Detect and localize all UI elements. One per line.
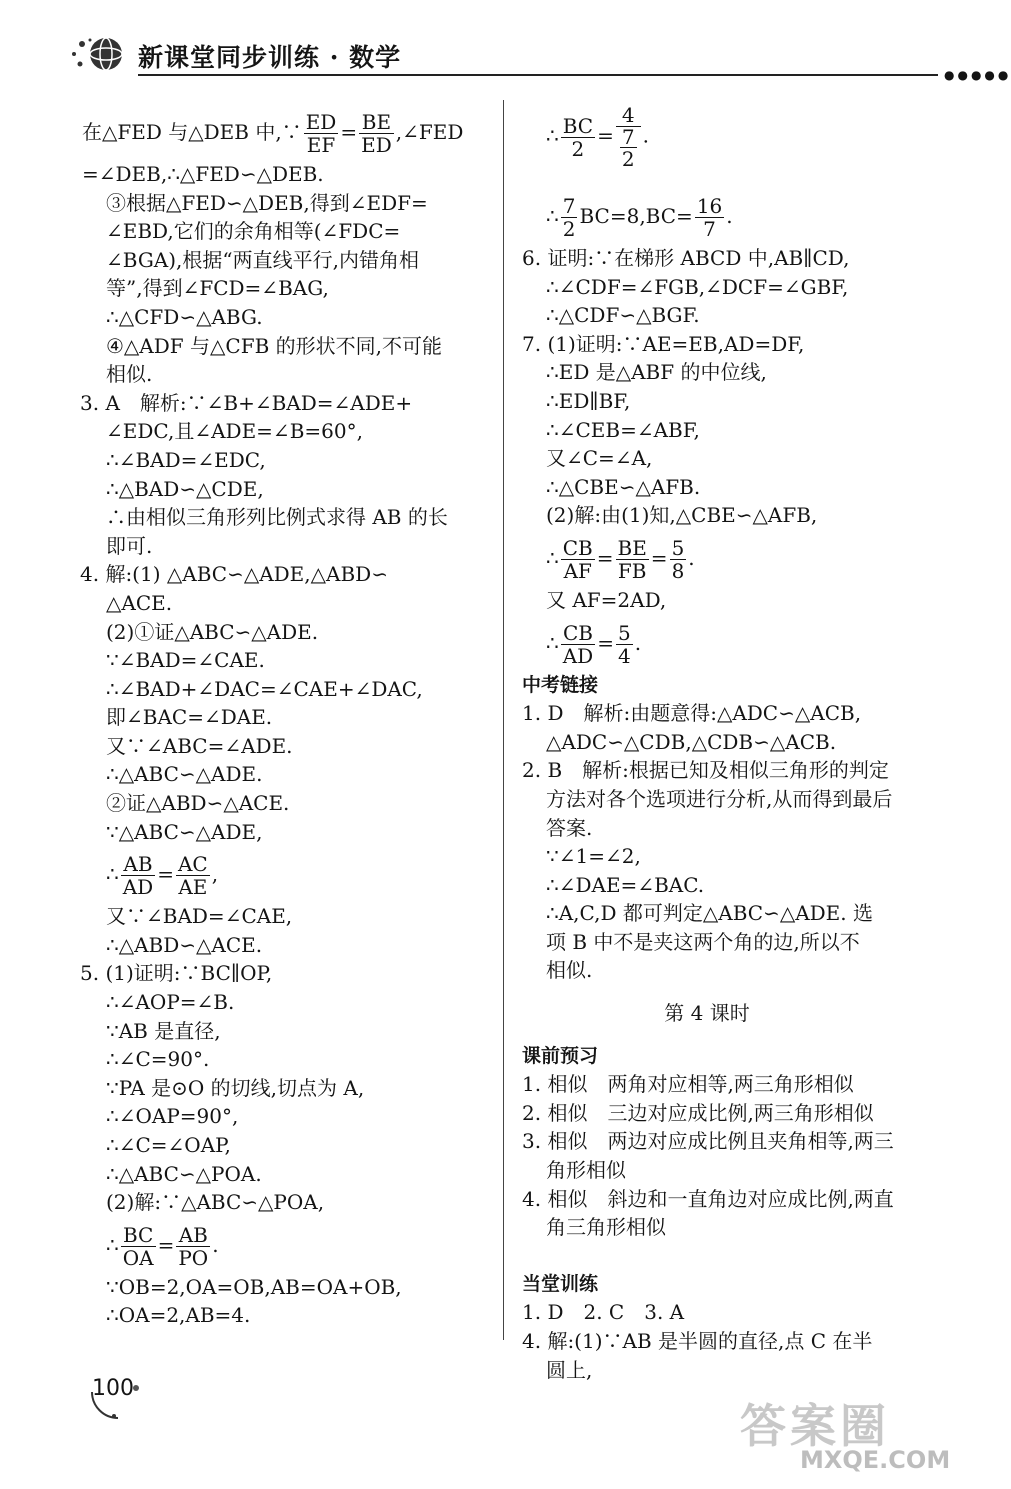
text-line: ∴∠OAP=90°, [106, 1104, 239, 1129]
text-line: 角三角形相似 [546, 1215, 666, 1240]
text-line: ∴∠BAD=∠EDC, [106, 447, 266, 472]
text-line: ∴ $\frac{CB}{AF}$ = $\frac{BE}{FB}$ = $\frac{5}{8}$ . [546, 535, 695, 583]
text-line: 相似. [106, 362, 153, 387]
text-line: ∴ED∥BF, [546, 388, 631, 413]
header-title: 新课堂同步训练 · 数学 [138, 43, 402, 72]
text-line: ∵PA 是⊙O 的切线,切点为 A, [106, 1075, 365, 1100]
text-line: 1. D 2. C 3. A [522, 1300, 685, 1325]
text-line: 角形相似 [546, 1158, 626, 1183]
text-line: △ADC∽△CDB,△CDB∽△ACB. [546, 729, 837, 754]
text-line: ∴△ABC∽△ADE. [106, 762, 263, 787]
lesson-title: 第 4 课时 [664, 1001, 750, 1026]
text-line: ∴△BAD∽△CDE, [106, 476, 264, 501]
column-divider [503, 100, 504, 1340]
text-line: ∴ $\frac{BC}{2}$ = $\frac{4}{\frac{7}{2}}$ . [546, 103, 649, 171]
text-line: ∵∠BAD=∠CAE. [106, 648, 265, 673]
text-line: 又∠C=∠A, [546, 446, 653, 471]
text-line: (2)解:∵△ABC∽△POA, [106, 1190, 325, 1215]
text-line: ∠EDC,且∠ADE=∠B=60°, [106, 419, 363, 444]
page-number-text: 100 [92, 1376, 134, 1401]
text-line: ∴∠BAD+∠DAC=∠CAE+∠DAC, [106, 676, 423, 701]
text-line: ∴△CBE∽△AFB. [546, 474, 701, 499]
text-line: 2. 相似 三边对应成比例,两三角形相似 [522, 1100, 874, 1125]
text-line: 6. 证明:∵在梯形 ABCD 中,AB∥CD, [522, 246, 850, 270]
text-line: ∴∠AOP=∠B. [106, 990, 235, 1015]
text-line: ∴∠DAE=∠BAC. [546, 872, 705, 897]
text-line: ∴△CDF∽△BGF. [546, 303, 700, 328]
text-line: ∴∠CDF=∠FGB,∠DCF=∠GBF, [546, 274, 849, 299]
text-line: 又∵∠BAD=∠CAE, [106, 904, 293, 929]
text-line: ∴ $\frac{7}{2}$ BC=8,BC= $\frac{16}{7}$ . [546, 194, 733, 241]
text-line: 即∠BAC=∠DAE. [106, 705, 273, 730]
text-line: ∴由相似三角形列比例式求得 AB 的长 [106, 505, 448, 530]
text-line: ∴OA=2,AB=4. [106, 1303, 251, 1328]
text-line: ∴ $\frac{AB}{AD}$ = $\frac{AC}{AE}$ , [106, 852, 219, 900]
header-rule [138, 74, 938, 76]
text-line: 7. (1)证明:∵AE=EB,AD=DF, [522, 331, 805, 356]
text-line: ∠BGA),根据“两直线平行,内错角相 [106, 247, 419, 272]
text-line: 方法对各个选项进行分析,从而得到最后 [546, 786, 893, 811]
text-line: ∵OB=2,OA=OB,AB=OA+OB, [106, 1274, 402, 1299]
text-line: 3. A 解析:∵∠B+∠BAD=∠ADE+ [80, 390, 413, 415]
text-line: ∴ED 是△ABF 的中位线, [546, 360, 767, 385]
text-line: 答案. [546, 815, 593, 840]
text-line: ∴△CFD∽△ABG. [106, 304, 263, 329]
text-line: 5. (1)证明:∵BC∥OP, [80, 961, 273, 986]
text-line: ②证△ABD∽△ACE. [106, 791, 290, 816]
text-line: (2)解:由(1)知,△CBE∽△AFB, [546, 503, 818, 528]
text-line: 相似. [546, 958, 593, 983]
text-line: 3. 相似 两边对应成比例且夹角相等,两三 [522, 1129, 894, 1154]
text-line: ∵△ABC∽△ADE, [106, 819, 263, 844]
text-line: 4. 解:(1)∵AB 是半圆的直径,点 C 在半 [522, 1329, 873, 1353]
spacer [522, 985, 932, 999]
text-line: 在△FED 与△DEB 中,∵ $\frac{ED}{EF}$ = $\frac{BE}{ED}$ ,∠FED [82, 110, 464, 157]
text-line: ∵∠1=∠2, [546, 844, 641, 869]
text-line: ∴∠C=90°. [106, 1047, 210, 1072]
text-line: 4. 解:(1) △ABC∽△ADE,△ABD∽ [80, 562, 388, 587]
text-line: ④△ADF 与△CFB 的形状不同,不可能 [106, 333, 442, 358]
text-line: 2. B 解析:根据已知及相似三角形的判定 [522, 758, 889, 783]
watermark [740, 1390, 980, 1480]
text-line: =∠DEB,∴△FED∽△DEB. [82, 162, 324, 186]
text-line: ∴∠C=∠OAP, [106, 1133, 231, 1157]
spacer [522, 1256, 932, 1270]
left-column [82, 104, 492, 1330]
text-line: 1. 相似 两角对应相等,两三角形相似 [522, 1072, 854, 1097]
section-heading: 当堂训练 [522, 1272, 599, 1295]
text-line: ∴△ABD∽△ACE. [106, 932, 263, 957]
watermark-url: MXQE.COM [800, 1446, 951, 1474]
text-line: ∵AB 是直径, [106, 1018, 221, 1043]
section-heading: 课前预习 [522, 1044, 599, 1067]
right-column [522, 104, 932, 1384]
spacer [522, 1028, 932, 1042]
text-line: ③根据△FED∽△DEB,得到∠EDF= [106, 190, 428, 215]
text-line: 即可. [106, 533, 153, 558]
text-line: ∴A,C,D 都可判定△ABC∽△ADE. 选 [546, 901, 873, 926]
text-line: ∴△ABC∽△POA. [106, 1161, 262, 1186]
text-line: 又 AF=2AD, [546, 587, 667, 612]
text-line: 圆上, [546, 1357, 593, 1382]
text-line: △ACE. [106, 590, 173, 615]
text-line: 1. D 解析:由题意得:△ADC∽△ACB, [522, 701, 862, 726]
text-line: ∴∠CEB=∠ABF, [546, 417, 700, 442]
text-line: 项 B 中不是夹这两个角的边,所以不 [546, 929, 860, 954]
text-line: 等”,得到∠FCD=∠BAG, [106, 276, 329, 301]
section-heading: 中考链接 [522, 673, 599, 696]
text-line: ∴ $\frac{BC}{OA}$ = $\frac{AB}{PO}$ . [106, 1222, 219, 1270]
globe-logo-icon [66, 32, 126, 76]
text-line: ∴ $\frac{CB}{AD}$ = $\frac{5}{4}$ . [546, 620, 642, 668]
page-header [60, 28, 1011, 82]
text-line: ∠EBD,它们的余角相等(∠FDC= [106, 219, 401, 244]
page-number [86, 1358, 150, 1422]
text-line: 4. 相似 斜边和一直角边对应成比例,两直 [522, 1186, 894, 1211]
watermark-text: 答案圈 [740, 1399, 890, 1453]
text-line: (2)①证△ABC∽△ADE. [106, 619, 319, 644]
text-line: 又∵∠ABC=∠ADE. [106, 733, 293, 758]
header-dots-icon: ●●●●● [944, 68, 1011, 82]
spacer [522, 1242, 932, 1256]
